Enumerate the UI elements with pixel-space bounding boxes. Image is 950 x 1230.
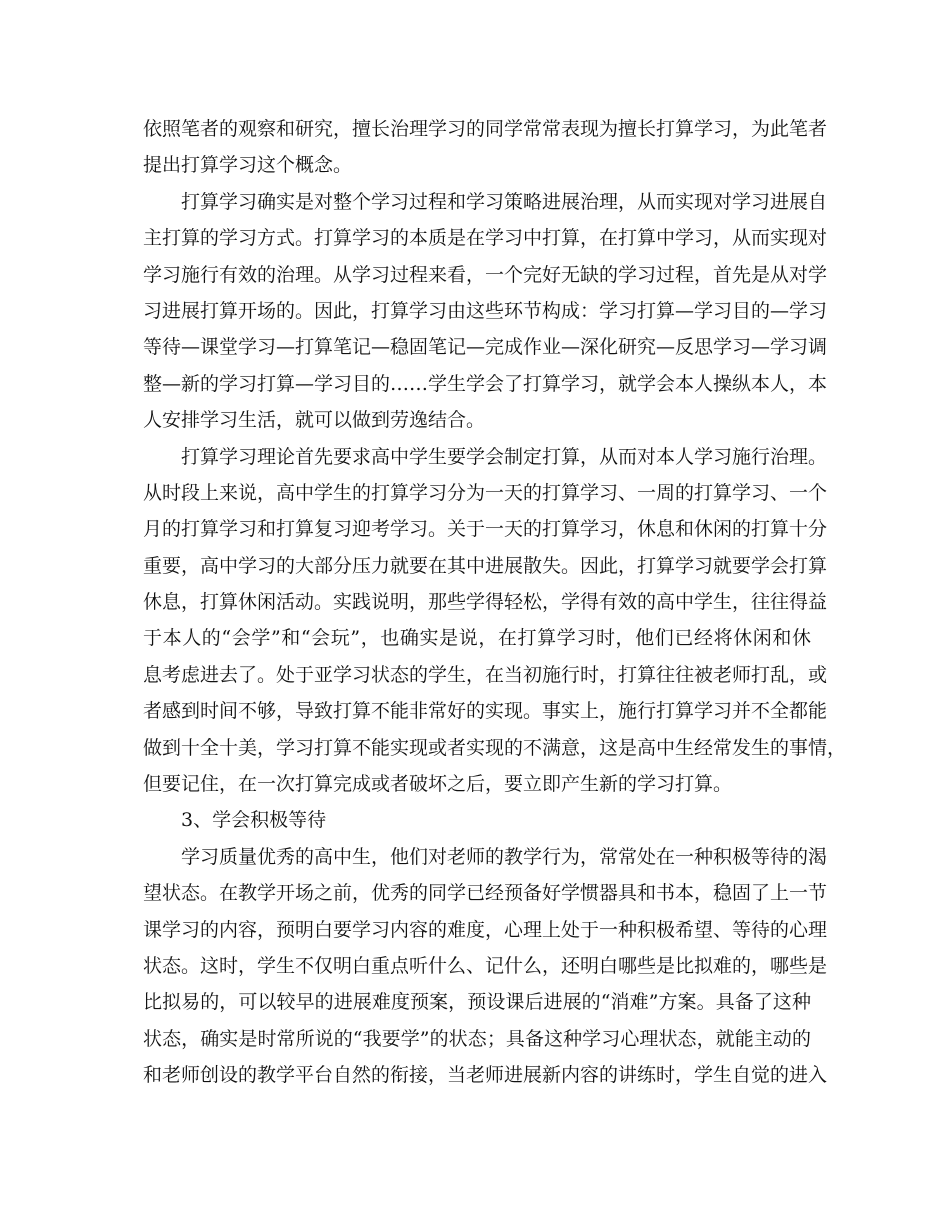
text-line: 状态，确实是时常所说的“我要学”的状态；具备这种学习心理状态，就能主动的: [143, 1027, 811, 1050]
paragraph-first-line: 打算学习理论首先要求高中学生要学会制定打算，从而对本人学习施行治理。: [181, 445, 828, 468]
text-line: 等待—课堂学习—打算笔记—稳固笔记—完成作业—深化研究—反思学习—学习调: [143, 336, 828, 359]
text-line: 和老师创设的教学平台自然的衔接，当老师进展新内容的讲练时，学生自觉的进入: [143, 1064, 828, 1087]
text-line: 人安排学习生活，就可以做到劳逸结合。: [143, 409, 486, 432]
text-line: 学习施行有效的治理。从学习过程来看，一个完好无缺的学习过程，首先是从对学: [143, 263, 828, 286]
section-heading: 3、学会积极等待: [181, 809, 327, 832]
text-line: 状态。这时，学生不仅明白重点听什么、记什么，还明白哪些是比拟难的，哪些是: [143, 954, 828, 977]
text-line: 休息，打算休闲活动。实践说明，那些学得轻松，学得有效的高中学生，往往得益: [143, 591, 828, 614]
text-line: 息考虑进去了。处于亚学习状态的学生，在当初施行时，打算往往被老师打乱，或: [143, 663, 828, 686]
text-line: 但要记住，在一次打算完成或者破坏之后，要立即产生新的学习打算。: [143, 773, 733, 796]
text-line: 主打算的学习方式。打算学习的本质是在学习中打算，在打算中学习，从而实现对: [143, 227, 828, 250]
text-line: 者感到时间不够，导致打算不能非常好的实现。事实上，施行打算学习并不全都能: [143, 700, 828, 723]
text-line: 比拟易的，可以较早的进展难度预案，预设课后进展的“消难”方案。具备了这种: [143, 991, 811, 1014]
text-line: 习进展打算开场的。因此，打算学习由这些环节构成：学习打算—学习目的—学习: [143, 299, 828, 322]
text-line: 做到十全十美，学习打算不能实现或者实现的不满意，这是高中生经常发生的事情，: [143, 736, 847, 759]
text-line: 从时段上来说，高中学生的打算学习分为一天的打算学习、一周的打算学习、一个: [143, 481, 828, 504]
text-line: 于本人的“会学”和“会玩”，也确实是说，在打算学习时，他们已经将休闲和休: [143, 627, 811, 650]
text-line: 依照笔者的观察和研究，擅长治理学习的同学常常表现为擅长打算学习，为此笔者: [143, 118, 828, 140]
text-line: 提出打算学习这个概念。: [143, 154, 353, 177]
text-line: 望状态。在教学开场之前，优秀的同学已经预备好学惯器具和书本，稳固了上一节: [143, 882, 828, 905]
text-line: 月的打算学习和打算复习迎考学习。关于一天的打算学习，休息和休闲的打算十分: [143, 518, 828, 541]
paragraph-first-line: 学习质量优秀的高中生，他们对老师的教学行为，常常处在一种积极等待的渴: [181, 845, 828, 868]
text-line: 重要，高中学习的大部分压力就要在其中进展散失。因此，打算学习就要学会打算: [143, 554, 828, 577]
body-text: [143, 111, 847, 1094]
text-line: 整—新的学习打算—学习目的……学生学会了打算学习，就学会本人操纵本人，本: [143, 372, 828, 395]
paragraph-first-line: 打算学习确实是对整个学习过程和学习策略进展治理，从而实现对学习进展自: [181, 190, 828, 213]
text-line: 课学习的内容，预明白要学习内容的难度，心理上处于一种积极希望、等待的心理: [143, 918, 828, 941]
